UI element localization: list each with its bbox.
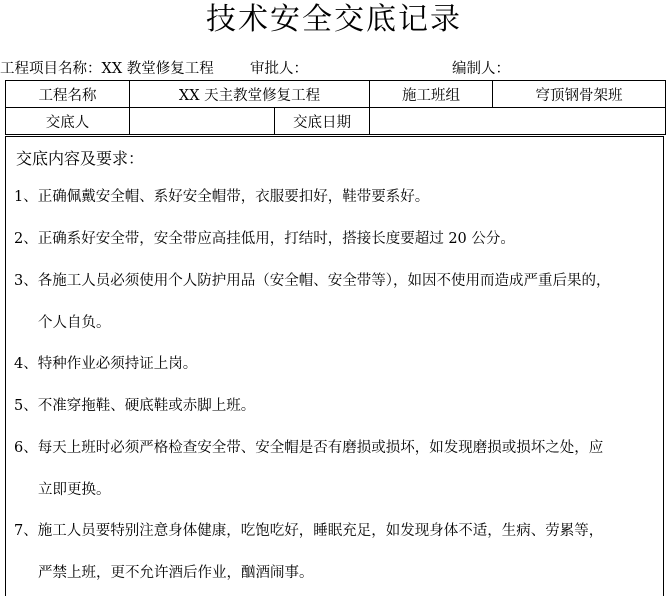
- discloser-value: [130, 108, 275, 135]
- disclosure-content-section: [5, 136, 664, 596]
- team-label: 施工班组: [370, 81, 493, 108]
- info-row-disclosure: [6, 108, 666, 135]
- disclosure-date-label: 交底日期: [275, 108, 370, 135]
- info-table: [5, 80, 666, 135]
- requirement-item-text: 5、不准穿拖鞋、硬底鞋或赤脚上班。: [14, 398, 256, 414]
- requirement-item-text: 6、每天上班时必须严格检查安全带、安全帽是否有磨损或损坏，如发现磨损或损坏之处，应: [14, 440, 604, 456]
- requirement-item-text: 1、正确佩戴安全帽、系好安全帽带，衣服要扣好，鞋带要系好。: [14, 189, 430, 205]
- requirement-item-6: [14, 428, 654, 511]
- requirement-item-continuation: 个人自负。: [38, 314, 111, 331]
- requirement-item-2: [14, 219, 654, 261]
- requirement-item-text: 3、各施工人员必须使用个人防护用品（安全帽、安全带等），如因不使用而造成严重后果的，: [14, 273, 611, 289]
- project-name-value: XX 天主教堂修复工程: [130, 81, 370, 108]
- discloser-label: 交底人: [6, 108, 130, 135]
- document-title: 技术安全交底记录: [206, 2, 462, 37]
- requirement-item-text: 2、正确系好安全带，安全带应高挂低用，打结时，搭接长度要超过 20 公分。: [14, 231, 515, 247]
- requirement-item-continuation: 立即更换。: [38, 481, 111, 498]
- document-meta-line: [0, 59, 668, 79]
- requirement-item-7: [14, 511, 654, 594]
- requirement-item-4: [14, 344, 654, 386]
- requirement-item-3: [14, 261, 654, 344]
- team-value: 穹顶钢骨架班: [493, 81, 666, 108]
- requirement-item-1: [14, 177, 654, 219]
- project-name-label: 工程名称: [6, 81, 130, 108]
- requirement-item-5: [14, 386, 654, 428]
- requirement-item-text: 7、施工人员要特别注意身体健康，吃饱吃好，睡眠充足，如发现身体不适，生病、劳累等，: [14, 523, 604, 539]
- project-name-field: 工程项目名称：XX 教堂修复工程: [0, 61, 214, 77]
- disclosure-date-value: [370, 108, 666, 135]
- content-heading: 交底内容及要求：: [16, 149, 145, 168]
- requirement-item-text: 4、特种作业必须持证上岗。: [14, 356, 198, 372]
- requirement-item-continuation: 严禁上班，更不允许酒后作业，酗酒闹事。: [38, 564, 314, 581]
- compiler-field: 编制人：: [452, 61, 510, 77]
- approver-field: 审批人：: [250, 61, 308, 77]
- info-row-project: [6, 81, 666, 108]
